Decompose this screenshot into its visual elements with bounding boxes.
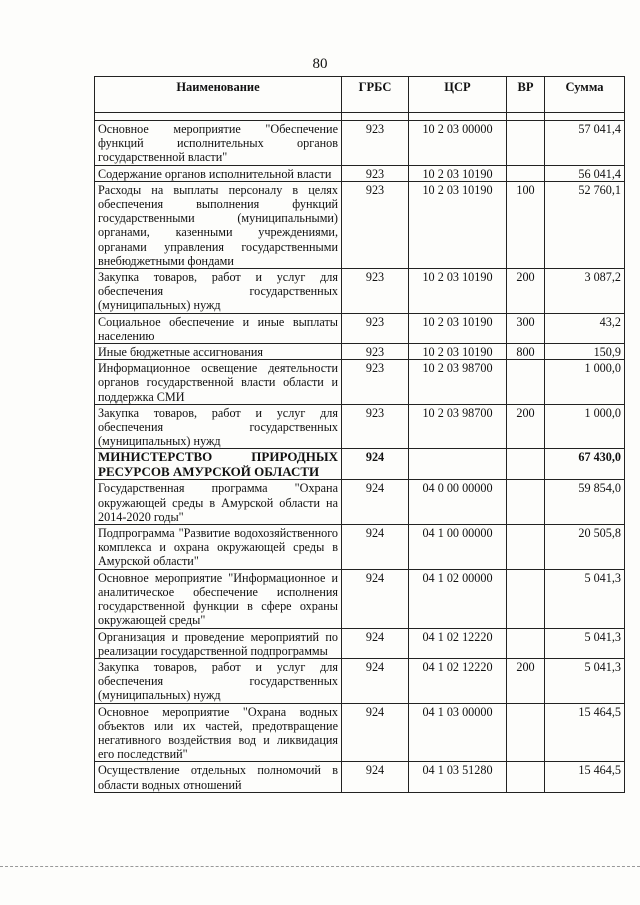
cell-csr: 10 2 03 98700	[409, 360, 507, 405]
cell-csr: 10 2 03 10190	[409, 344, 507, 360]
cell-name: Основное мероприятие "Охрана водных объектов или их частей, предотвращение негативного воздействия вод и ликвидация его последствий"	[95, 703, 342, 762]
cell-csr	[409, 449, 507, 480]
table-row	[95, 569, 625, 628]
cell-vr: 300	[507, 313, 545, 343]
cell-name: Социальное обеспечение и иные выплаты населению	[95, 313, 342, 343]
cell-sum: 5 041,3	[545, 569, 625, 628]
cell-name: Иные бюджетные ассигнования	[95, 344, 342, 360]
cell-csr: 04 1 02 12220	[409, 628, 507, 658]
header-gap-row	[95, 113, 625, 121]
table-row	[95, 525, 625, 570]
cell-vr	[507, 121, 545, 166]
cell-vr	[507, 360, 545, 405]
cell-grbs: 923	[342, 269, 409, 314]
cell-name: Закупка товаров, работ и услуг для обеспечения государственных (муниципальных) нужд	[95, 658, 342, 703]
cell-csr: 04 1 03 51280	[409, 762, 507, 792]
cell-vr	[507, 628, 545, 658]
cell-csr: 10 2 03 10190	[409, 181, 507, 268]
cell-grbs: 924	[342, 703, 409, 762]
cell-vr: 200	[507, 269, 545, 314]
page-number: 80	[312, 56, 328, 72]
column-header-grbs: ГРБС	[342, 77, 409, 113]
cell-sum: 5 041,3	[545, 658, 625, 703]
table-row	[95, 762, 625, 792]
cell-sum: 15 464,5	[545, 703, 625, 762]
table-row	[95, 344, 625, 360]
cell-name: Закупка товаров, работ и услуг для обеспечения государственных (муниципальных) нужд	[95, 269, 342, 314]
column-header-csr: ЦСР	[409, 77, 507, 113]
cell-csr: 04 1 02 00000	[409, 569, 507, 628]
table-row	[95, 404, 625, 449]
cell-sum: 56 041,4	[545, 165, 625, 181]
table-row	[95, 181, 625, 268]
cell-csr: 10 2 03 98700	[409, 404, 507, 449]
table-row	[95, 121, 625, 166]
column-header-sum: Сумма	[545, 77, 625, 113]
cell-grbs: 924	[342, 525, 409, 570]
table-row	[95, 703, 625, 762]
cell-name: МИНИСТЕРСТВО ПРИРОДНЫХ РЕСУРСОВ АМУРСКОЙ ОБЛАСТИ	[95, 449, 342, 480]
cell-vr	[507, 480, 545, 525]
table-row	[95, 360, 625, 405]
cell-sum: 52 760,1	[545, 181, 625, 268]
table-row	[95, 628, 625, 658]
budget-table	[94, 76, 625, 793]
cell-sum: 1 000,0	[545, 404, 625, 449]
cell-sum: 20 505,8	[545, 525, 625, 570]
cell-sum: 150,9	[545, 344, 625, 360]
table-row	[95, 658, 625, 703]
cell-grbs: 923	[342, 404, 409, 449]
cell-csr: 04 1 02 12220	[409, 658, 507, 703]
cell-csr: 04 1 00 00000	[409, 525, 507, 570]
cell-sum: 67 430,0	[545, 449, 625, 480]
cell-name: Содержание органов исполнительной власти	[95, 165, 342, 181]
table-row	[95, 449, 625, 480]
cell-csr: 10 2 03 10190	[409, 269, 507, 314]
cell-name: Информационное освещение деятельности органов государственной власти области и поддержка СМИ	[95, 360, 342, 405]
cell-name: Расходы на выплаты персоналу в целях обеспечения выполнения функций государственными (муниципальными) органами, казенными учреждениями, органами управления государственными внебюджетными фондами	[95, 181, 342, 268]
column-header-vr: ВР	[507, 77, 545, 113]
cell-sum: 15 464,5	[545, 762, 625, 792]
cell-vr	[507, 569, 545, 628]
cell-sum: 5 041,3	[545, 628, 625, 658]
table-row	[95, 480, 625, 525]
cell-name: Государственная программа "Охрана окружающей среды в Амурской области на 2014-2020 годы"	[95, 480, 342, 525]
cell-vr	[507, 449, 545, 480]
cell-name: Основное мероприятие "Информационное и аналитическое обеспечение исполнения государственной функции в сфере охраны окружающей среды"	[95, 569, 342, 628]
cell-grbs: 923	[342, 313, 409, 343]
cell-csr: 10 2 03 10190	[409, 313, 507, 343]
cell-sum: 1 000,0	[545, 360, 625, 405]
cell-name: Осуществление отдельных полномочий в области водных отношений	[95, 762, 342, 792]
cell-vr	[507, 703, 545, 762]
table-header-row	[95, 77, 625, 113]
cell-grbs: 924	[342, 449, 409, 480]
cell-csr: 10 2 03 00000	[409, 121, 507, 166]
cell-csr: 04 0 00 00000	[409, 480, 507, 525]
cell-grbs: 924	[342, 480, 409, 525]
table-row	[95, 269, 625, 314]
cell-grbs: 924	[342, 658, 409, 703]
page-bottom-divider	[0, 866, 640, 867]
cell-grbs: 924	[342, 569, 409, 628]
cell-sum: 3 087,2	[545, 269, 625, 314]
table-body	[95, 121, 625, 793]
cell-vr: 200	[507, 658, 545, 703]
cell-sum: 59 854,0	[545, 480, 625, 525]
cell-grbs: 923	[342, 360, 409, 405]
cell-sum: 57 041,4	[545, 121, 625, 166]
cell-grbs: 924	[342, 762, 409, 792]
cell-name: Закупка товаров, работ и услуг для обеспечения государственных (муниципальных) нужд	[95, 404, 342, 449]
cell-vr: 200	[507, 404, 545, 449]
cell-vr	[507, 165, 545, 181]
cell-grbs: 923	[342, 165, 409, 181]
cell-grbs: 923	[342, 344, 409, 360]
cell-vr: 100	[507, 181, 545, 268]
cell-grbs: 924	[342, 628, 409, 658]
cell-grbs: 923	[342, 181, 409, 268]
table-row	[95, 313, 625, 343]
cell-name: Организация и проведение мероприятий по реализации государственной подпрограммы	[95, 628, 342, 658]
cell-sum: 43,2	[545, 313, 625, 343]
cell-csr: 10 2 03 10190	[409, 165, 507, 181]
cell-vr	[507, 762, 545, 792]
cell-name: Подпрограмма "Развитие водохозяйственного комплекса и охрана окружающей среды в Амурской области"	[95, 525, 342, 570]
cell-grbs: 923	[342, 121, 409, 166]
cell-csr: 04 1 03 00000	[409, 703, 507, 762]
cell-name: Основное мероприятие "Обеспечение функций исполнительных органов государственной власти"	[95, 121, 342, 166]
cell-vr	[507, 525, 545, 570]
column-header-name: Наименование	[95, 77, 342, 113]
table-row	[95, 165, 625, 181]
cell-vr: 800	[507, 344, 545, 360]
